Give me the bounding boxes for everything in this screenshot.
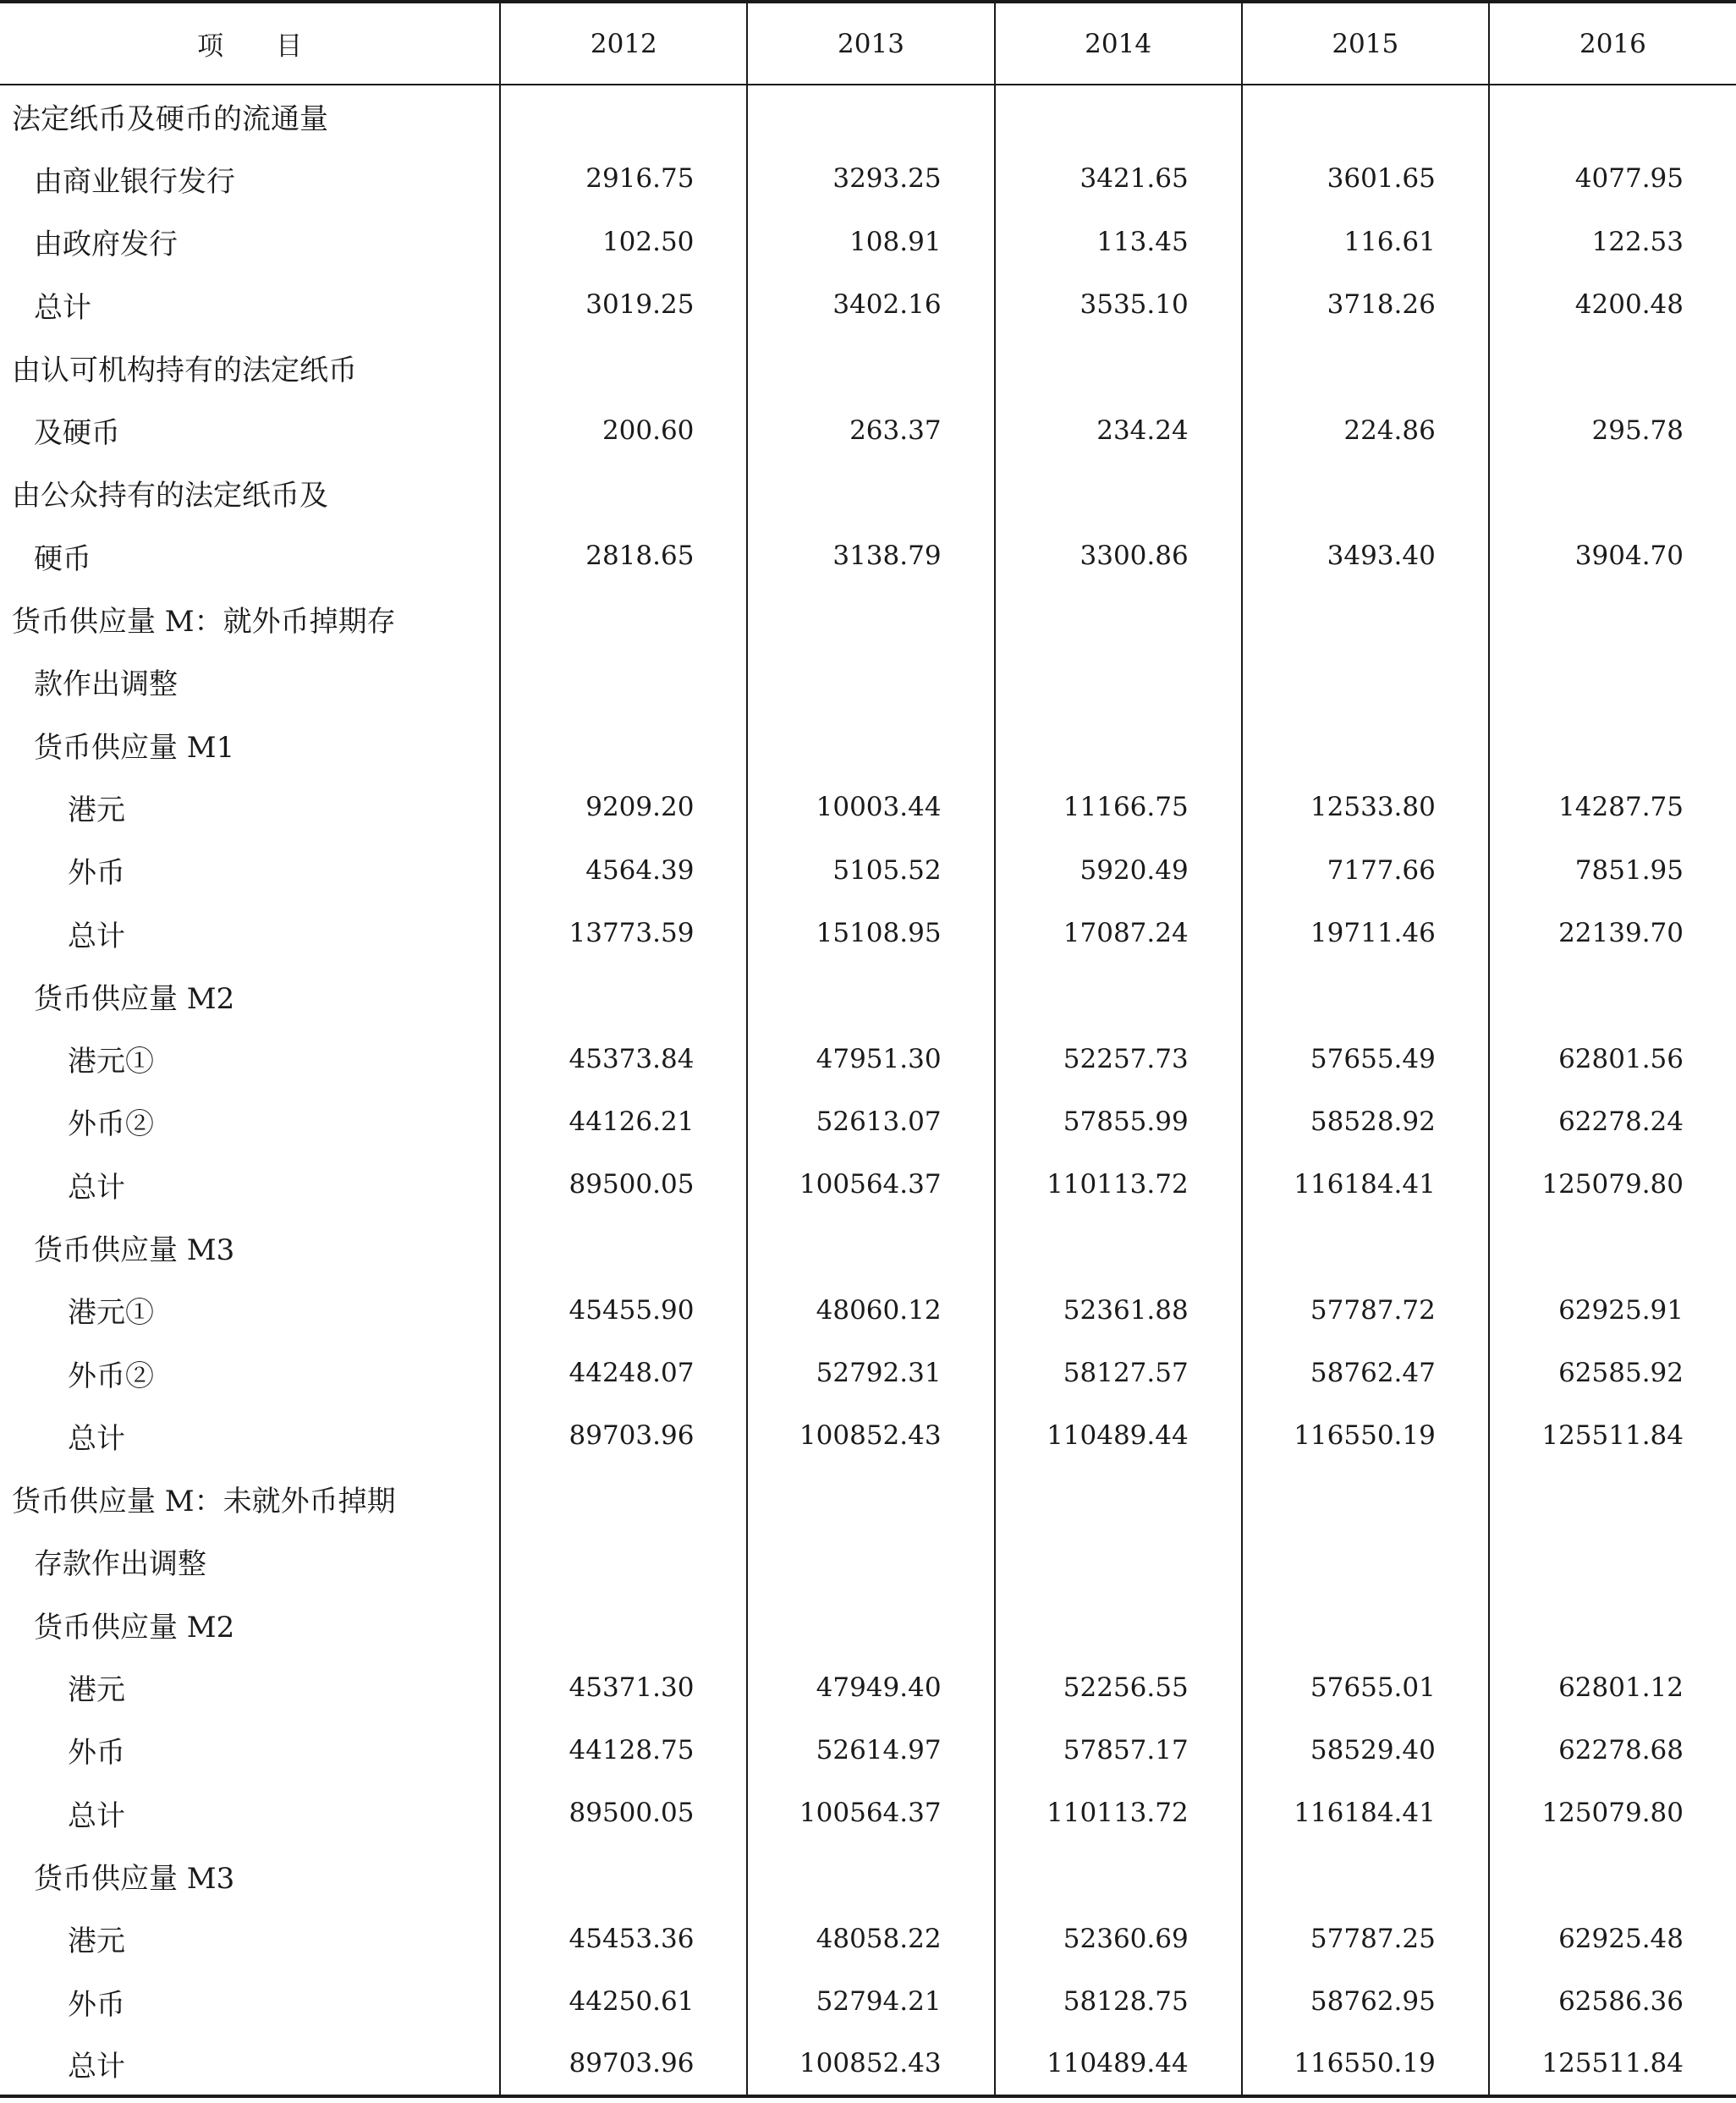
value-cell	[1489, 587, 1736, 650]
row-label: 货币供应量 M2	[34, 1610, 235, 1645]
value-cell: 116184.41	[1242, 1153, 1489, 1216]
header-year: 2015	[1242, 2, 1489, 85]
value-cell: 62586.36	[1489, 1970, 1736, 2033]
row-label: 外币②	[68, 1359, 154, 1393]
table-row	[0, 587, 1736, 650]
row-label: 外币	[68, 1736, 125, 1771]
value-cell	[500, 1844, 747, 1907]
table-row	[0, 273, 1736, 336]
value-cell: 2916.75	[500, 147, 747, 210]
value-cell: 44248.07	[500, 1342, 747, 1404]
value-cell: 100564.37	[747, 1782, 994, 1844]
header-item: 项 目	[0, 2, 500, 85]
value-cell	[747, 1530, 994, 1593]
value-cell	[995, 462, 1242, 524]
value-cell: 62801.12	[1489, 1655, 1736, 1718]
row-label: 外币	[68, 1987, 125, 2022]
value-cell: 100852.43	[747, 2033, 994, 2095]
row-label: 总计	[68, 1798, 125, 1833]
value-cell	[995, 587, 1242, 650]
table-row	[0, 1970, 1736, 2033]
table-row	[0, 1279, 1736, 1342]
value-cell: 4564.39	[500, 839, 747, 902]
value-cell	[500, 713, 747, 776]
value-cell: 11166.75	[995, 776, 1242, 838]
value-cell: 58528.92	[1242, 1090, 1489, 1153]
value-cell	[500, 1216, 747, 1278]
value-cell: 5920.49	[995, 839, 1242, 902]
table-row	[0, 1342, 1736, 1404]
table-row	[0, 964, 1736, 1027]
value-cell: 48058.22	[747, 1908, 994, 1970]
row-label: 法定纸币及硬币的流通量	[12, 102, 328, 137]
value-cell: 45371.30	[500, 1655, 747, 1718]
value-cell	[995, 336, 1242, 398]
value-cell: 200.60	[500, 398, 747, 461]
value-cell: 3421.65	[995, 147, 1242, 210]
table-row	[0, 1216, 1736, 1278]
row-label: 外币②	[68, 1107, 154, 1142]
value-cell: 3601.65	[1242, 147, 1489, 210]
value-cell: 47949.40	[747, 1655, 994, 1718]
row-label: 硬币	[34, 541, 91, 576]
value-cell	[995, 1530, 1242, 1593]
value-cell	[1242, 1593, 1489, 1655]
value-cell: 125079.80	[1489, 1153, 1736, 1216]
table-row	[0, 1782, 1736, 1844]
row-label: 总计	[68, 919, 125, 953]
value-cell: 125079.80	[1489, 1782, 1736, 1844]
value-cell: 3904.70	[1489, 524, 1736, 587]
value-cell: 3402.16	[747, 273, 994, 336]
value-cell	[500, 1468, 747, 1530]
table-row	[0, 1655, 1736, 1718]
value-cell	[1242, 713, 1489, 776]
table-header-row	[0, 2, 1736, 85]
row-label: 港元	[68, 1673, 125, 1708]
value-cell: 52614.97	[747, 1719, 994, 1782]
value-cell	[747, 713, 994, 776]
value-cell: 52794.21	[747, 1970, 994, 2033]
value-cell	[1242, 85, 1489, 147]
value-cell	[1242, 587, 1489, 650]
row-label: 总计	[34, 290, 91, 325]
row-label: 由政府发行	[34, 228, 178, 262]
value-cell: 122.53	[1489, 211, 1736, 273]
table-row	[0, 1908, 1736, 1970]
value-cell	[1242, 651, 1489, 713]
value-cell: 52792.31	[747, 1342, 994, 1404]
value-cell	[995, 1468, 1242, 1530]
value-cell: 3138.79	[747, 524, 994, 587]
row-label: 外币	[68, 856, 125, 891]
value-cell: 57787.72	[1242, 1279, 1489, 1342]
value-cell: 45455.90	[500, 1279, 747, 1342]
value-cell: 110113.72	[995, 1153, 1242, 1216]
value-cell: 13773.59	[500, 902, 747, 964]
value-cell: 3300.86	[995, 524, 1242, 587]
table-row	[0, 1090, 1736, 1153]
value-cell	[995, 964, 1242, 1027]
value-cell: 62925.48	[1489, 1908, 1736, 1970]
value-cell	[995, 1216, 1242, 1278]
table-row	[0, 1593, 1736, 1655]
value-cell	[1489, 713, 1736, 776]
value-cell	[500, 1530, 747, 1593]
value-cell	[1242, 1468, 1489, 1530]
value-cell: 89500.05	[500, 1782, 747, 1844]
value-cell: 57855.99	[995, 1090, 1242, 1153]
value-cell	[995, 713, 1242, 776]
value-cell	[747, 1216, 994, 1278]
row-label: 由公众持有的法定纸币及	[12, 479, 328, 513]
value-cell: 125511.84	[1489, 2033, 1736, 2095]
value-cell	[747, 462, 994, 524]
value-cell: 108.91	[747, 211, 994, 273]
value-cell: 3535.10	[995, 273, 1242, 336]
value-cell	[747, 1844, 994, 1907]
value-cell	[995, 1844, 1242, 1907]
value-cell	[500, 651, 747, 713]
row-label: 港元①	[68, 1296, 154, 1331]
value-cell: 57655.01	[1242, 1655, 1489, 1718]
value-cell	[1242, 336, 1489, 398]
row-label: 货币供应量 M3	[34, 1233, 235, 1267]
table-row	[0, 713, 1736, 776]
value-cell: 4077.95	[1489, 147, 1736, 210]
row-label: 及硬币	[34, 416, 120, 451]
row-label: 货币供应量 M3	[34, 1861, 235, 1896]
row-label: 货币供应量 M2	[34, 981, 235, 1016]
value-cell: 263.37	[747, 398, 994, 461]
value-cell	[500, 1593, 747, 1655]
value-cell: 62801.56	[1489, 1027, 1736, 1090]
value-cell	[1242, 1530, 1489, 1593]
value-cell: 58762.95	[1242, 1970, 1489, 2033]
header-year: 2014	[995, 2, 1242, 85]
value-cell: 4200.48	[1489, 273, 1736, 336]
row-label: 总计	[68, 1170, 125, 1205]
value-cell: 52360.69	[995, 1908, 1242, 1970]
value-cell: 58762.47	[1242, 1342, 1489, 1404]
value-cell: 57857.17	[995, 1719, 1242, 1782]
value-cell: 62585.92	[1489, 1342, 1736, 1404]
table-row	[0, 1844, 1736, 1907]
table-row	[0, 1530, 1736, 1593]
value-cell: 3493.40	[1242, 524, 1489, 587]
value-cell: 57787.25	[1242, 1908, 1489, 1970]
row-label: 货币供应量 M：就外币掉期存	[12, 605, 396, 640]
value-cell: 17087.24	[995, 902, 1242, 964]
value-cell: 113.45	[995, 211, 1242, 273]
value-cell: 5105.52	[747, 839, 994, 902]
value-cell: 44128.75	[500, 1719, 747, 1782]
table-body	[0, 85, 1736, 2096]
row-label: 货币供应量 M：未就外币掉期	[12, 1485, 396, 1519]
table-row	[0, 85, 1736, 147]
row-label: 由商业银行发行	[34, 164, 235, 199]
value-cell: 19711.46	[1242, 902, 1489, 964]
row-label: 货币供应量 M1	[34, 730, 235, 765]
value-cell	[747, 651, 994, 713]
value-cell	[500, 85, 747, 147]
value-cell: 3718.26	[1242, 273, 1489, 336]
row-label: 由认可机构持有的法定纸币	[12, 353, 357, 387]
table-row	[0, 839, 1736, 902]
value-cell: 110113.72	[995, 1782, 1242, 1844]
table-row	[0, 902, 1736, 964]
table-row	[0, 211, 1736, 273]
value-cell: 2818.65	[500, 524, 747, 587]
value-cell	[1242, 462, 1489, 524]
value-cell: 58529.40	[1242, 1719, 1489, 1782]
value-cell	[1489, 1844, 1736, 1907]
value-cell: 7851.95	[1489, 839, 1736, 902]
value-cell	[747, 336, 994, 398]
value-cell: 45453.36	[500, 1908, 747, 1970]
value-cell	[1489, 85, 1736, 147]
value-cell	[995, 85, 1242, 147]
value-cell: 89500.05	[500, 1153, 747, 1216]
value-cell	[747, 587, 994, 650]
value-cell	[500, 462, 747, 524]
value-cell: 44126.21	[500, 1090, 747, 1153]
value-cell: 295.78	[1489, 398, 1736, 461]
table-row	[0, 1404, 1736, 1467]
value-cell: 58127.57	[995, 1342, 1242, 1404]
value-cell: 7177.66	[1242, 839, 1489, 902]
value-cell	[1242, 1216, 1489, 1278]
value-cell: 15108.95	[747, 902, 994, 964]
value-cell: 47951.30	[747, 1027, 994, 1090]
value-cell: 234.24	[995, 398, 1242, 461]
header-year: 2013	[747, 2, 994, 85]
value-cell: 48060.12	[747, 1279, 994, 1342]
value-cell: 44250.61	[500, 1970, 747, 2033]
table-row	[0, 524, 1736, 587]
value-cell	[1242, 1844, 1489, 1907]
value-cell: 100852.43	[747, 1404, 994, 1467]
value-cell: 52613.07	[747, 1090, 994, 1153]
value-cell	[500, 587, 747, 650]
value-cell	[1489, 1593, 1736, 1655]
table-row	[0, 1153, 1736, 1216]
table-row	[0, 2033, 1736, 2095]
value-cell: 110489.44	[995, 1404, 1242, 1467]
value-cell: 58128.75	[995, 1970, 1242, 2033]
value-cell: 12533.80	[1242, 776, 1489, 838]
value-cell: 52361.88	[995, 1279, 1242, 1342]
value-cell	[500, 964, 747, 1027]
value-cell: 62925.91	[1489, 1279, 1736, 1342]
value-cell	[1489, 336, 1736, 398]
value-cell: 9209.20	[500, 776, 747, 838]
value-cell: 116.61	[1242, 211, 1489, 273]
value-cell	[995, 651, 1242, 713]
value-cell: 116184.41	[1242, 1782, 1489, 1844]
value-cell: 224.86	[1242, 398, 1489, 461]
value-cell	[1489, 1468, 1736, 1530]
value-cell: 116550.19	[1242, 2033, 1489, 2095]
table-row	[0, 462, 1736, 524]
value-cell: 3019.25	[500, 273, 747, 336]
value-cell	[747, 964, 994, 1027]
table-row	[0, 1468, 1736, 1530]
value-cell: 89703.96	[500, 1404, 747, 1467]
table-row	[0, 1719, 1736, 1782]
value-cell: 10003.44	[747, 776, 994, 838]
row-label: 港元	[68, 793, 125, 827]
value-cell: 52256.55	[995, 1655, 1242, 1718]
header-year: 2016	[1489, 2, 1736, 85]
table-row	[0, 147, 1736, 210]
table-row	[0, 776, 1736, 838]
value-cell: 62278.68	[1489, 1719, 1736, 1782]
table-row	[0, 1027, 1736, 1090]
table-row	[0, 336, 1736, 398]
value-cell	[747, 1593, 994, 1655]
value-cell: 3293.25	[747, 147, 994, 210]
value-cell: 89703.96	[500, 2033, 747, 2095]
value-cell: 22139.70	[1489, 902, 1736, 964]
value-cell: 116550.19	[1242, 1404, 1489, 1467]
row-label: 港元	[68, 1925, 125, 1959]
value-cell	[1242, 964, 1489, 1027]
value-cell	[747, 85, 994, 147]
value-cell: 125511.84	[1489, 1404, 1736, 1467]
value-cell: 57655.49	[1242, 1027, 1489, 1090]
value-cell: 45373.84	[500, 1027, 747, 1090]
value-cell	[500, 336, 747, 398]
value-cell: 14287.75	[1489, 776, 1736, 838]
value-cell: 100564.37	[747, 1153, 994, 1216]
value-cell	[995, 1593, 1242, 1655]
value-cell	[747, 1468, 994, 1530]
table-row	[0, 398, 1736, 461]
value-cell	[1489, 1530, 1736, 1593]
row-label: 款作出调整	[34, 667, 178, 702]
header-year: 2012	[500, 2, 747, 85]
value-cell	[1489, 964, 1736, 1027]
value-cell: 102.50	[500, 211, 747, 273]
value-cell: 110489.44	[995, 2033, 1242, 2095]
value-cell	[1489, 1216, 1736, 1278]
row-label: 总计	[68, 1421, 125, 1456]
value-cell: 62278.24	[1489, 1090, 1736, 1153]
row-label: 总计	[0, 2033, 500, 2095]
row-label: 港元①	[68, 1045, 154, 1079]
value-cell: 52257.73	[995, 1027, 1242, 1090]
row-label: 存款作出调整	[34, 1547, 206, 1582]
table-row	[0, 651, 1736, 713]
value-cell	[1489, 651, 1736, 713]
value-cell	[1489, 462, 1736, 524]
